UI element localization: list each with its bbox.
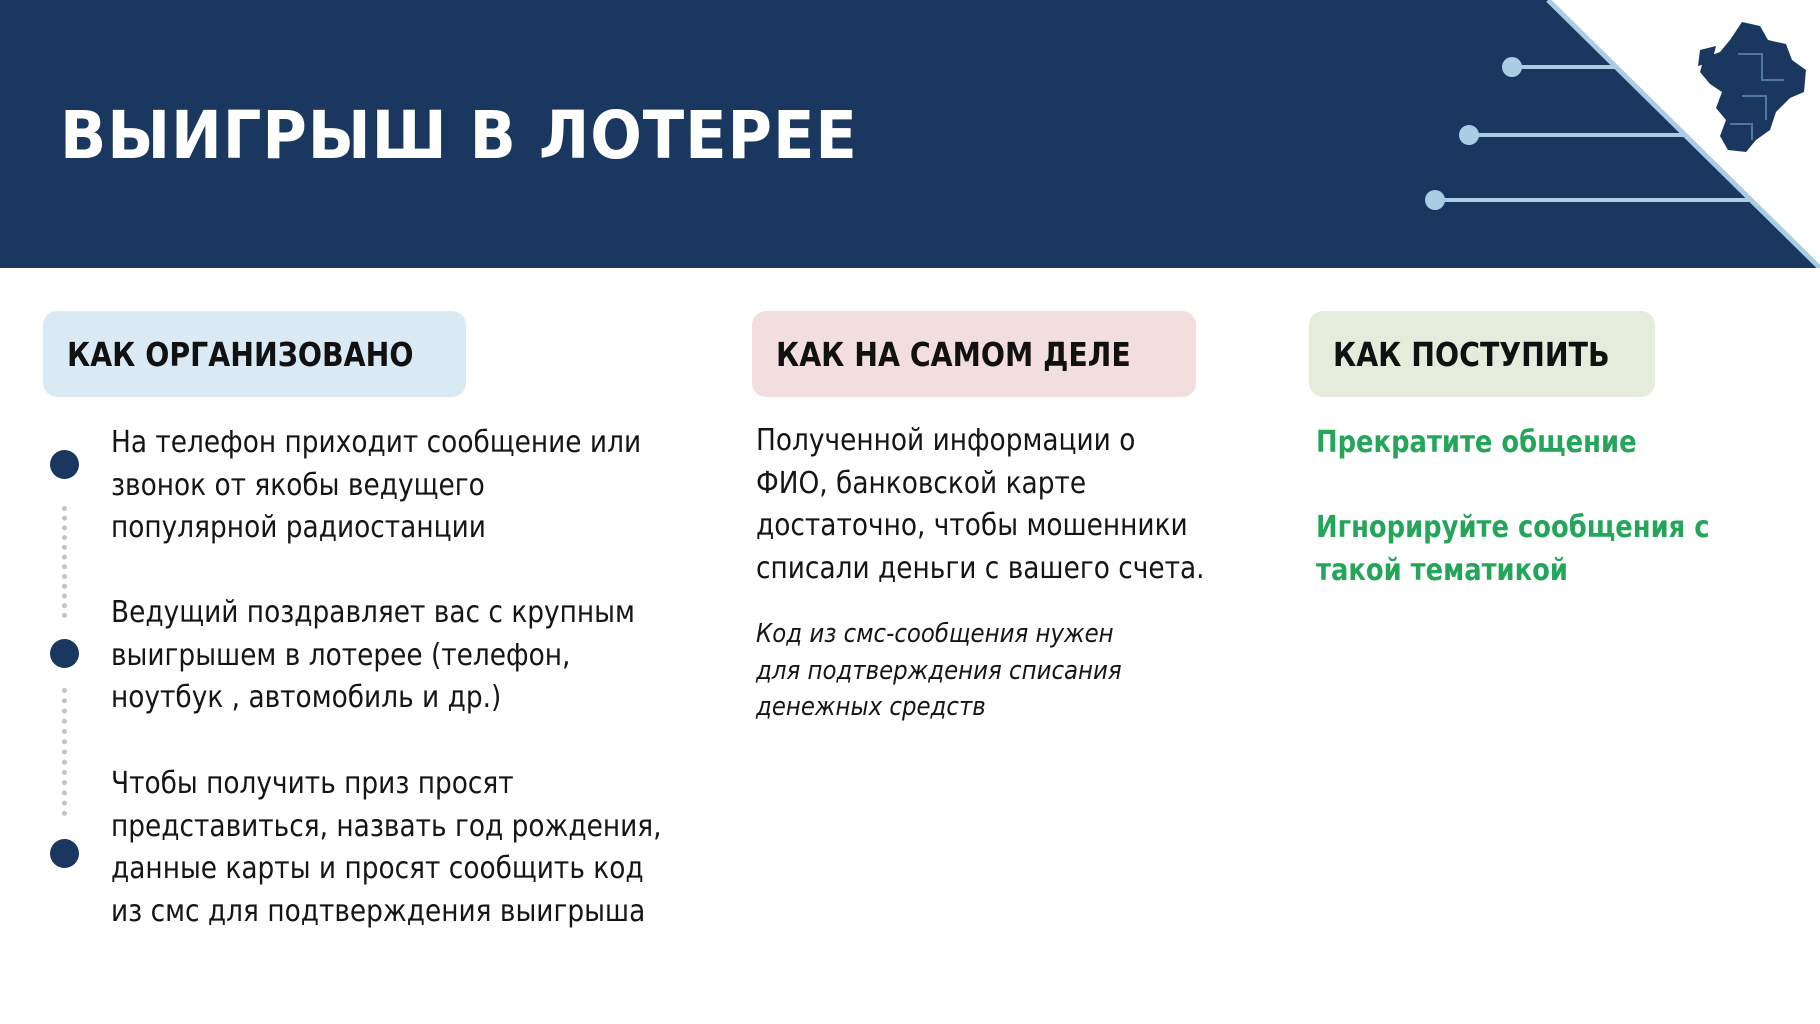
list-item: Чтобы получить приз просят представиться, назвать год рождения, данные карты и просят сообщить код из смс для подтверждения выигрыша bbox=[111, 766, 662, 929]
advice-item: Прекратите общение bbox=[1316, 425, 1637, 460]
heading-what-to-do bbox=[1309, 311, 1655, 397]
list-item: На телефон приходит сообщение или звонок от якобы ведущего популярной радиостанции bbox=[111, 425, 642, 545]
reality-description: Полученной информации о ФИО, банковской карте достаточно, чтобы мошенники списали деньги с вашего счета. bbox=[756, 423, 1205, 586]
header-banner bbox=[0, 0, 1820, 268]
heading-in-reality-label: КАК НА САМОМ ДЕЛЕ bbox=[776, 334, 1131, 374]
heading-in-reality bbox=[752, 311, 1196, 397]
timeline-connector bbox=[62, 506, 67, 618]
list-item: Ведущий поздравляет вас с крупным выигрышем в лотерее (телефон, ноутбук , автомобиль и др.) bbox=[111, 595, 635, 715]
heading-how-organized-label: КАК ОРГАНИЗОВАНО bbox=[67, 334, 414, 374]
heading-how-organized bbox=[43, 311, 466, 397]
page-title: ВЫИГРЫШ В ЛОТЕРЕЕ bbox=[60, 97, 858, 174]
heading-what-to-do-label: КАК ПОСТУПИТЬ bbox=[1333, 334, 1610, 374]
advice-item: Игнорируйте сообщения с такой тематикой bbox=[1316, 510, 1710, 588]
timeline-bullet bbox=[50, 450, 79, 479]
timeline-bullet bbox=[50, 839, 79, 868]
timeline-bullet bbox=[50, 639, 79, 668]
timeline-connector bbox=[62, 688, 67, 816]
reality-note: Код из смс-сообщения нужен для подтверждения списания денежных средств bbox=[756, 619, 1122, 722]
